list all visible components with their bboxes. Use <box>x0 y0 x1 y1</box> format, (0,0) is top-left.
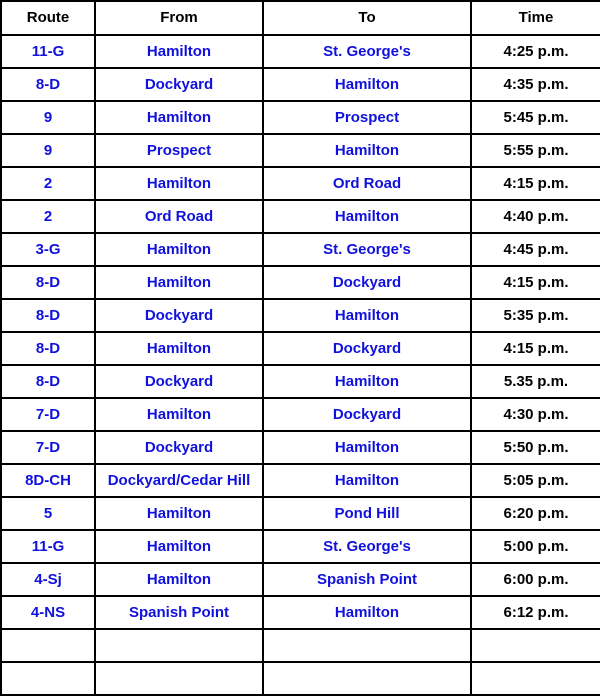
cell-from: Dockyard/Cedar Hill <box>95 464 263 497</box>
table-row-empty <box>1 662 600 695</box>
cell-route: 3-G <box>1 233 95 266</box>
cell-to: Dockyard <box>263 398 471 431</box>
cell-time: 6:00 p.m. <box>471 563 600 596</box>
cell-to: Hamilton <box>263 431 471 464</box>
cell-time: 4:15 p.m. <box>471 266 600 299</box>
cell-time <box>471 662 600 695</box>
table-row <box>1 365 600 398</box>
cell-from: Spanish Point <box>95 596 263 629</box>
cell-to: St. George's <box>263 35 471 68</box>
cell-from: Hamilton <box>95 563 263 596</box>
cell-to: St. George's <box>263 233 471 266</box>
cell-to <box>263 662 471 695</box>
cell-to: Hamilton <box>263 596 471 629</box>
table-row <box>1 332 600 365</box>
cell-to: Dockyard <box>263 266 471 299</box>
cell-from: Hamilton <box>95 398 263 431</box>
cell-to: St. George's <box>263 530 471 563</box>
cell-route: 2 <box>1 167 95 200</box>
column-header-to: To <box>263 1 471 35</box>
table-row <box>1 464 600 497</box>
column-header-from: From <box>95 1 263 35</box>
cell-to: Hamilton <box>263 464 471 497</box>
cell-time: 5:45 p.m. <box>471 101 600 134</box>
table-row <box>1 200 600 233</box>
table-header <box>1 1 600 35</box>
cell-from: Hamilton <box>95 35 263 68</box>
table-row <box>1 134 600 167</box>
cell-from: Hamilton <box>95 530 263 563</box>
cell-to: Dockyard <box>263 332 471 365</box>
cell-from: Hamilton <box>95 332 263 365</box>
cell-to: Hamilton <box>263 200 471 233</box>
cell-route: 2 <box>1 200 95 233</box>
cell-to <box>263 629 471 662</box>
table-row <box>1 299 600 332</box>
cell-to: Hamilton <box>263 68 471 101</box>
cell-to: Spanish Point <box>263 563 471 596</box>
cell-from <box>95 629 263 662</box>
table-row <box>1 167 600 200</box>
cell-route: 8-D <box>1 299 95 332</box>
table-header-row <box>1 1 600 35</box>
table-row <box>1 563 600 596</box>
table-row <box>1 266 600 299</box>
cell-from: Hamilton <box>95 167 263 200</box>
cell-route: 8-D <box>1 332 95 365</box>
cell-time: 4:45 p.m. <box>471 233 600 266</box>
cell-time: 5:00 p.m. <box>471 530 600 563</box>
cell-from: Ord Road <box>95 200 263 233</box>
table-row <box>1 68 600 101</box>
cell-route: 8D-CH <box>1 464 95 497</box>
cell-to: Prospect <box>263 101 471 134</box>
table-row <box>1 497 600 530</box>
cell-route: 4-Sj <box>1 563 95 596</box>
table-row <box>1 431 600 464</box>
table-body <box>1 35 600 695</box>
column-header-route: Route <box>1 1 95 35</box>
cell-route: 7-D <box>1 398 95 431</box>
table-row <box>1 233 600 266</box>
cell-route: 9 <box>1 134 95 167</box>
cell-route: 11-G <box>1 530 95 563</box>
cell-time: 4:30 p.m. <box>471 398 600 431</box>
cell-route: 8-D <box>1 365 95 398</box>
cell-time: 4:15 p.m. <box>471 332 600 365</box>
table-row <box>1 398 600 431</box>
cell-to: Ord Road <box>263 167 471 200</box>
cell-route: 5 <box>1 497 95 530</box>
cell-time: 4:25 p.m. <box>471 35 600 68</box>
cell-time: 5.35 p.m. <box>471 365 600 398</box>
table-row-empty <box>1 629 600 662</box>
table-row <box>1 596 600 629</box>
cell-from: Hamilton <box>95 101 263 134</box>
cell-time: 4:40 p.m. <box>471 200 600 233</box>
cell-from <box>95 662 263 695</box>
cell-route: 8-D <box>1 266 95 299</box>
cell-route: 7-D <box>1 431 95 464</box>
table-row <box>1 530 600 563</box>
cell-time: 6:12 p.m. <box>471 596 600 629</box>
cell-time: 5:35 p.m. <box>471 299 600 332</box>
cell-time <box>471 629 600 662</box>
column-header-time: Time <box>471 1 600 35</box>
cell-time: 5:50 p.m. <box>471 431 600 464</box>
cell-time: 5:05 p.m. <box>471 464 600 497</box>
cell-route: 9 <box>1 101 95 134</box>
cell-from: Dockyard <box>95 68 263 101</box>
table-row <box>1 101 600 134</box>
cell-from: Prospect <box>95 134 263 167</box>
table-row <box>1 35 600 68</box>
cell-time: 5:55 p.m. <box>471 134 600 167</box>
cell-from: Hamilton <box>95 233 263 266</box>
cell-to: Hamilton <box>263 134 471 167</box>
cell-route: 8-D <box>1 68 95 101</box>
cell-from: Dockyard <box>95 431 263 464</box>
cell-from: Hamilton <box>95 266 263 299</box>
cell-time: 4:35 p.m. <box>471 68 600 101</box>
cell-route <box>1 629 95 662</box>
cell-time: 6:20 p.m. <box>471 497 600 530</box>
cell-route: 4-NS <box>1 596 95 629</box>
cell-to: Hamilton <box>263 365 471 398</box>
cell-route: 11-G <box>1 35 95 68</box>
cell-time: 4:15 p.m. <box>471 167 600 200</box>
cell-from: Hamilton <box>95 497 263 530</box>
cell-from: Dockyard <box>95 299 263 332</box>
cell-from: Dockyard <box>95 365 263 398</box>
cell-route <box>1 662 95 695</box>
cell-to: Pond Hill <box>263 497 471 530</box>
cell-to: Hamilton <box>263 299 471 332</box>
